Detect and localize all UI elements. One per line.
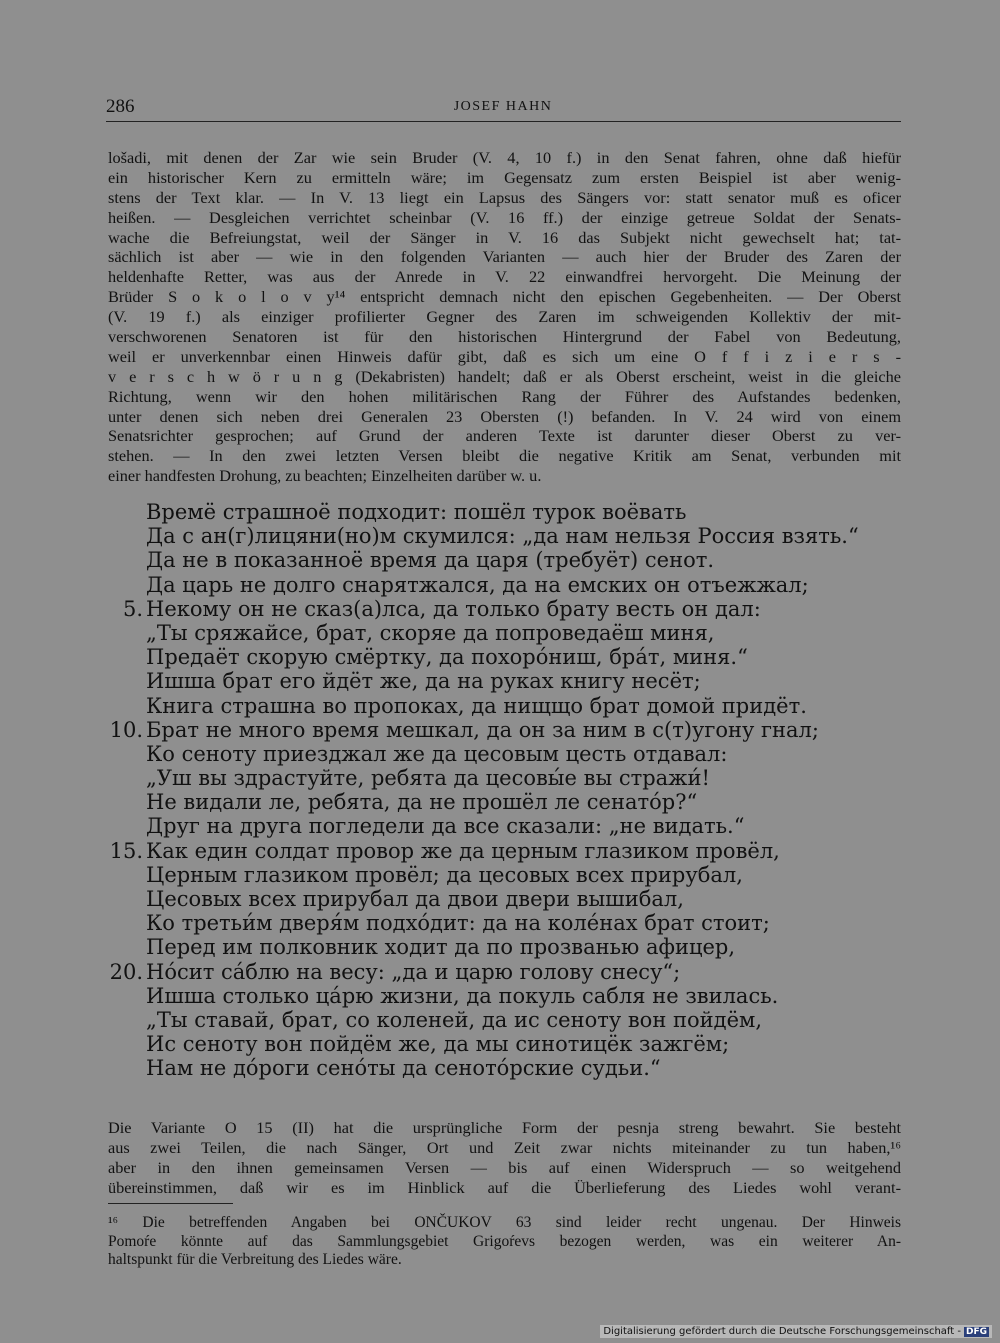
text-line: aber in den ihnen gemeinsamen Versen — bis auf einen Widerspruch — so weitgehend: [108, 1157, 901, 1177]
verse-line: [105, 984, 905, 1008]
verse-line: [105, 694, 905, 718]
verse-text: Книга страшна во пропоках, да нищщо брат домой придёт.: [146, 693, 807, 718]
verse-line: [105, 790, 905, 814]
footnote-line: haltspunkt für die Verbreitung des Liedes wäre.: [108, 1251, 402, 1268]
text-line: wache die Befreiungstat, weil der Sänger in V. 16 das Subjekt nicht gewechselt hat; tat-: [108, 227, 901, 247]
verse-line: [105, 500, 905, 524]
text-line: stens der Text klar. — In V. 13 liegt ein Lapsus des Sängers vor: statt senator muß es oficer: [108, 187, 901, 207]
verse-text: Ис сеноту вон пойдём же, да мы синотицёк зажгём;: [146, 1032, 730, 1057]
text-line: ein historischer Kern zu ermitteln wäre; im Gegensatz zum ersten Beispiel ist aber wenig-: [108, 167, 901, 187]
text-line: Die Variante O 15 (II) hat die ursprüngliche Form der pesnja streng bewahrt. Sie besteht: [108, 1118, 901, 1137]
verse-number: 15.: [109, 838, 143, 863]
text-line: unter denen sich neben drei Generalen 23 Obersten (!) befanden. In V. 24 wird von einem: [108, 406, 901, 426]
verse-text: Времё страшноё подходит: пошёл турок воёвать: [146, 500, 687, 524]
verse-text: Да царь не долго снарятжался, да на емских он отъежжал;: [146, 572, 809, 597]
verse-text: Брат не много время мешкал, да он за ним в с(т)угону гнал;: [146, 717, 819, 742]
verse-number: 10.: [109, 717, 143, 742]
verse-number: 5.: [122, 596, 143, 621]
running-head: JOSEF HAHN: [453, 99, 553, 114]
text-line: sächlich ist aber — wie in den folgenden Varianten — auch hier der Bruder des Zaren der: [108, 247, 901, 267]
verse-text: Ишша столько цáрю жизни, да покуль сабля не звилась.: [146, 983, 779, 1008]
verse-text: Как един солдат провор же да церным глазиком провёл,: [146, 838, 780, 863]
footnote-rule: [108, 1203, 233, 1204]
verse-text: Ко сеноту приезджал же да цесовым цесть отдавал:: [146, 741, 728, 766]
verse-line: [105, 548, 905, 572]
verse-line: [105, 1008, 905, 1032]
verse-line: [105, 621, 905, 645]
variant-paragraph: [108, 1118, 901, 1198]
verse-line: [105, 524, 905, 548]
verse-text: Ко третьи́м дверя́м подхóдит: да на колéнах брат стоит;: [146, 911, 770, 936]
verse-line: [105, 573, 905, 597]
text-line: Richtung, wenn wir den hohen militärischen Rang der Führer des Aufstandes bedenken,: [108, 386, 901, 406]
text-line: Brüder S o k o l o v y¹⁴ entspricht demnach nicht den epischen Gegebenheiten. — Der Oberst: [108, 287, 901, 307]
verse-text: „Ты сряжайсе, брат, скоряе да попроведаёш миня,: [146, 620, 715, 645]
verse-line: [105, 742, 905, 766]
verse-line: [105, 960, 905, 984]
verse-line: [105, 935, 905, 959]
verse-number: 20.: [109, 959, 143, 984]
verse-text: Цесовых всех прирубал да двои двери вышибал,: [146, 887, 684, 911]
verse-text: Да не в показанноё время да царя (требуёт) сенот.: [146, 548, 715, 573]
verse-line: [105, 645, 905, 669]
verse-text: „Уш вы здрастуйте, ребята да цесовы́е вы стражи́!: [146, 766, 710, 791]
verse-line: [105, 863, 905, 887]
verse-text: Нам не дóроги сенóты да сенотóрские судьи.“: [146, 1056, 661, 1081]
footnote: [108, 1214, 901, 1270]
dfg-logo: DFG: [965, 1326, 987, 1337]
verse-text: „Ты ставай, брат, со коленей, да ис сеноту вон пойдём,: [146, 1007, 763, 1032]
verse-line: [105, 839, 905, 863]
footnote-line: Pomoŕe könnte auf das Sammlungsgebiet Grigoŕevs bezogen werden, was ein weiterer An-: [108, 1232, 901, 1250]
verse-line: [105, 887, 905, 911]
dfg-credit: [600, 1325, 992, 1338]
text-line: verschworenen Senatoren ist für den historischen Hintergrund der Fabel von Bedeutung,: [108, 327, 901, 347]
header-rule: [106, 121, 901, 122]
dfg-credit-text: Digitalisierung gefördert durch die Deutsche Forschungsgemeinschaft -: [603, 1326, 961, 1337]
verse-line: [105, 718, 905, 742]
verse-line: [105, 597, 905, 621]
text-line: heldenhafte Retter, was aus der Anrede in V. 22 einwandfrei hervorgeht. Die Meinung der: [108, 267, 901, 287]
verse-line: [105, 911, 905, 935]
verse-text: Некому он не сказ(а)лса, да только брату весть он дал:: [146, 596, 761, 621]
verse-line: [105, 1056, 905, 1080]
text-line: lošadi, mit denen der Zar wie sein Bruder (V. 4, 10 f.) in den Senat fahren, ohne daß hiefür: [108, 148, 901, 167]
text-line: einer handfesten Drohung, zu beachten; Einzelheiten darüber w. u.: [108, 466, 542, 486]
footnote-line: ¹⁶ Die betreffenden Angaben bei ONČUKOV 63 sind leider recht ungenau. Der Hinweis: [108, 1214, 901, 1231]
page-header: [106, 96, 900, 120]
verse-text: Нóсит сáблю на весу: „да и царю голову снесу“;: [146, 959, 681, 984]
text-line: heißen. — Desgleichen verrichtet scheinbar (V. 16 ff.) der einzige getreue Soldat der Senats-: [108, 207, 901, 227]
text-line: übereinstimmen, daß wir es im Hinblick auf die Überlieferung des Liedes wohl verant-: [108, 1177, 901, 1197]
text-line: aus zwei Teilen, die nach Sänger, Ort und Zeit zwar nichts miteinander zu tun haben,¹⁶: [108, 1137, 901, 1157]
verse-text: Не видали ле, ребята, да не прошёл ле сенатóр?“: [146, 790, 698, 815]
verse-line: [105, 1032, 905, 1056]
text-line: weil er unverkennbar einen Hinweis dafür gibt, daß es sich um eine O f f i z i e r s -: [108, 346, 901, 366]
text-line: Senatsrichter gesprochen; auf Grund der anderen Texte ist darunter dieser Oberst zu ver-: [108, 426, 901, 446]
text-line: v e r s c h w ö r u n g (Dekabristen) handelt; daß er als Oberst erscheint, weist in die gleiche: [108, 366, 901, 386]
verse-text: Ишша брат его йдёт же, да на руках книгу несёт;: [146, 669, 701, 694]
text-line: (V. 19 f.) als einziger profilierter Gegner des Zaren im schweigenden Kollektiv der mit-: [108, 307, 901, 327]
verse-line: [105, 766, 905, 790]
verse-line: [105, 814, 905, 838]
verse-line: [105, 669, 905, 693]
song-text: [105, 500, 905, 1081]
text-line: stehen. — In den zwei letzten Versen bleibt die negative Kritik am Senat, verbunden mit: [108, 446, 901, 466]
verse-text: Друг на друга погледели да все сказали: „не видать.“: [146, 814, 745, 839]
page-number: 286: [106, 96, 135, 117]
verse-text: Перед им полковник ходит да по прозванью афицер,: [146, 935, 736, 960]
verse-text: Предаёт скорую смёртку, да похорóниш, брáт, миня.“: [146, 645, 748, 670]
commentary-paragraph: [108, 148, 901, 486]
verse-text: Да с ан(г)лицяни(но)м скумился: „да нам нельзя Россия взять.“: [146, 524, 859, 549]
verse-text: Церным глазиком провёл; да цесовых всех прирубал,: [146, 862, 743, 887]
